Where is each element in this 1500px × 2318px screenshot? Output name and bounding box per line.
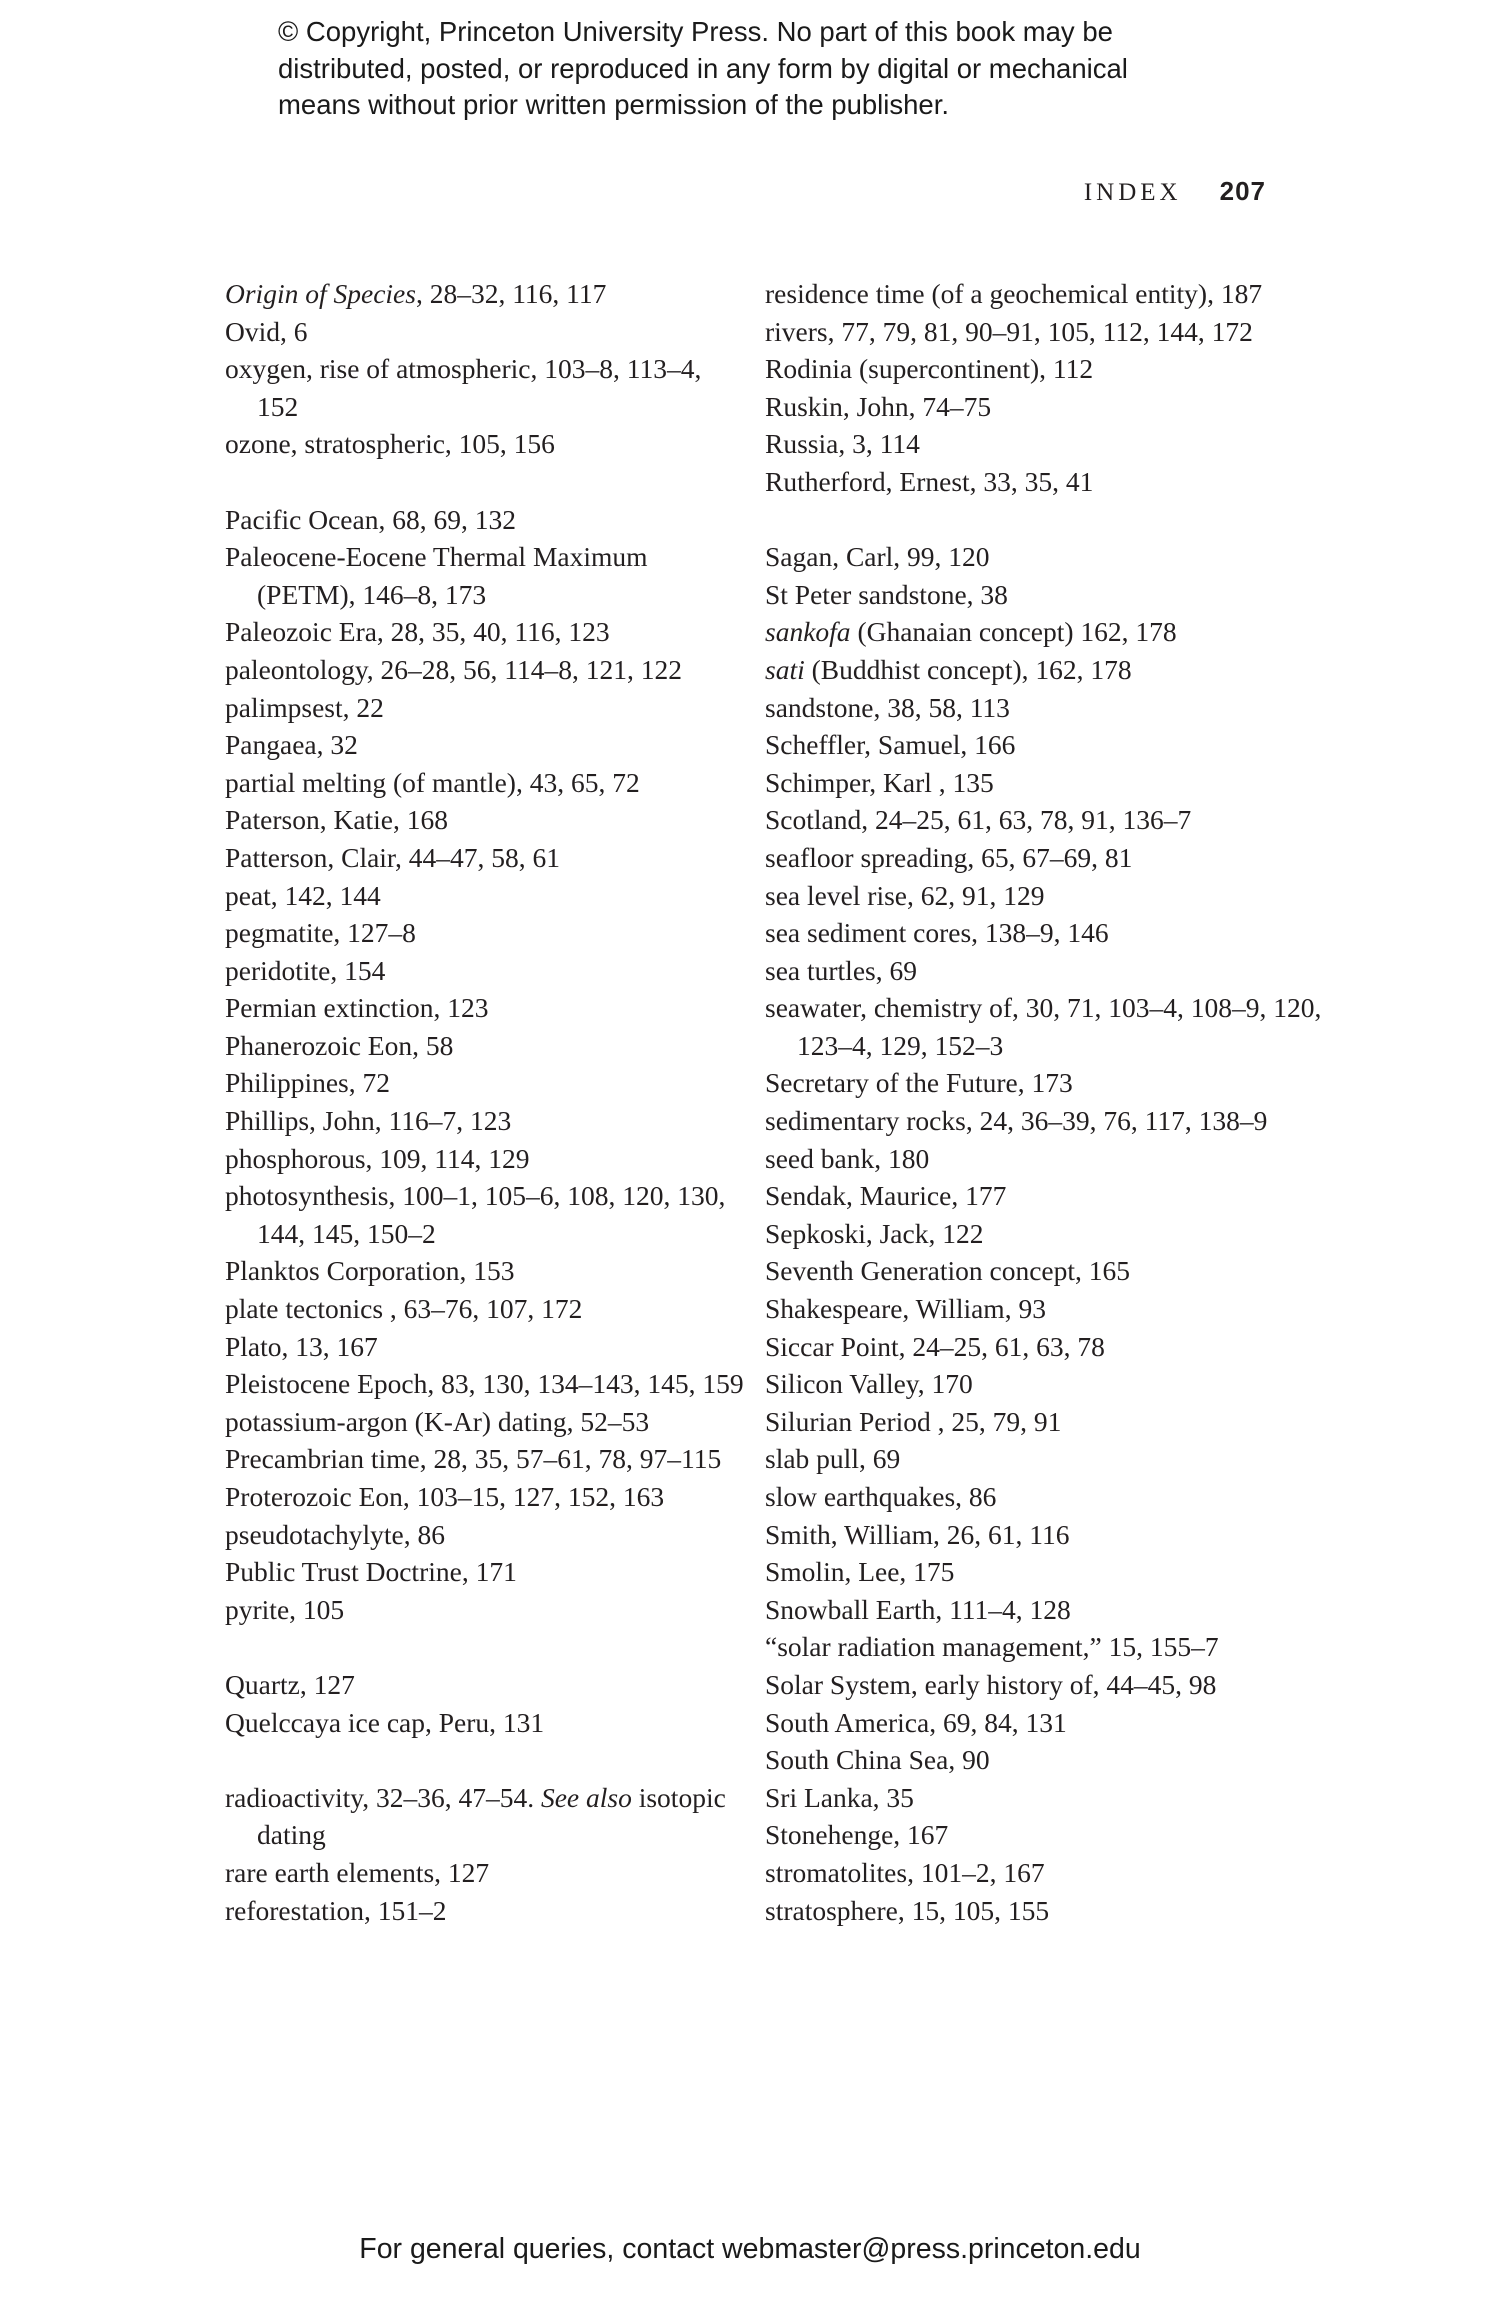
index-entry-pyrite	[225, 1591, 745, 1629]
index-entry-stratosphere	[765, 1892, 1345, 1930]
entry-text: (Ghanaian concept) 162, 178	[850, 616, 1177, 648]
index-entry-silurian	[765, 1403, 1345, 1441]
entry-text: Phanerozoic Eon, 58	[225, 1029, 454, 1061]
entry-text: Silurian Period , 25, 79, 91	[765, 1405, 1062, 1437]
entry-text: Snowball Earth, 111–4, 128	[765, 1593, 1071, 1625]
index-entry-planktos	[225, 1252, 745, 1290]
index-entry-patterson-clair	[225, 839, 745, 877]
entry-text: seawater, chemistry of, 30, 71, 103–4, 108–9, 120, 123–4, 129, 152–3	[765, 992, 1322, 1061]
index-entry-sandstone	[765, 689, 1345, 727]
index-entry-philippines	[225, 1064, 745, 1102]
index-entry-russia	[765, 425, 1345, 463]
index-entry-scotland	[765, 801, 1345, 839]
entry-text: Russia, 3, 114	[765, 428, 920, 460]
entry-text: Smith, William, 26, 61, 116	[765, 1518, 1070, 1550]
entry-text: peat, 142, 144	[225, 879, 381, 911]
entry-text: Stonehenge, 167	[765, 1819, 949, 1851]
index-entry-paleontology	[225, 651, 745, 689]
index-entry-phosphorous	[225, 1140, 745, 1178]
index-entry-paleozoic-era	[225, 613, 745, 651]
index-entry-quartz	[225, 1666, 745, 1704]
entry-text: sea level rise, 62, 91, 129	[765, 879, 1045, 911]
index-entry-residence-time	[765, 275, 1345, 313]
index-entry-public-trust	[225, 1553, 745, 1591]
entry-text: pegmatite, 127–8	[225, 917, 416, 949]
copyright-line: © Copyright, Princeton University Press. No part of this book may be	[278, 16, 1113, 47]
entry-italic-text: Origin of Species	[225, 278, 416, 309]
index-entry-pegmatite	[225, 914, 745, 952]
index-entry-photosynthesis	[225, 1177, 745, 1252]
index-entry-paterson-katie	[225, 801, 745, 839]
index-entry-sankofa	[765, 613, 1345, 651]
entry-text: stromatolites, 101–2, 167	[765, 1856, 1045, 1888]
index-entry-silicon-valley	[765, 1365, 1345, 1403]
index-entry-secretary-future	[765, 1064, 1345, 1102]
index-entry-plate-tectonics	[225, 1290, 745, 1328]
entry-text: South America, 69, 84, 131	[765, 1706, 1067, 1738]
index-entry-reforestation	[225, 1892, 745, 1930]
index-entry-slab-pull	[765, 1440, 1345, 1478]
index-entry-sea-turtles	[765, 952, 1345, 990]
index-entry-peridotite	[225, 952, 745, 990]
index-entry-smolin	[765, 1553, 1345, 1591]
index-entry-slow-earthquakes	[765, 1478, 1345, 1516]
entry-text: Permian extinction, 123	[225, 992, 489, 1024]
entry-text: radioactivity, 32–36, 47–54.	[225, 1781, 541, 1813]
entry-text: Siccar Point, 24–25, 61, 63, 78	[765, 1330, 1105, 1362]
entry-text: palimpsest, 22	[225, 691, 384, 723]
entry-text: Paleozoic Era, 28, 35, 40, 116, 123	[225, 616, 610, 648]
entry-text: Sendak, Maurice, 177	[765, 1180, 1007, 1212]
entry-text: Rutherford, Ernest, 33, 35, 41	[765, 465, 1094, 497]
entry-text: Philippines, 72	[225, 1067, 391, 1099]
entry-text: rivers, 77, 79, 81, 90–91, 105, 112, 144, 172	[765, 315, 1253, 347]
section-label: INDEX	[1083, 179, 1182, 206]
index-entry-seed-bank	[765, 1140, 1345, 1178]
entry-text: reforestation, 151–2	[225, 1894, 447, 1926]
copyright-line: means without prior written permission of the publisher.	[278, 89, 950, 120]
index-entry-snowball-earth	[765, 1591, 1345, 1629]
entry-text: Scotland, 24–25, 61, 63, 78, 91, 136–7	[765, 804, 1192, 836]
entry-text: “solar radiation management,” 15, 155–7	[765, 1631, 1219, 1663]
index-entry-rodinia	[765, 350, 1345, 388]
entry-text: Ovid, 6	[225, 315, 308, 347]
entry-text: photosynthesis, 100–1, 105–6, 108, 120, 130, 144, 145, 150–2	[225, 1180, 726, 1249]
index-entry-phanerozoic-eon	[225, 1027, 745, 1065]
entry-text: Plato, 13, 167	[225, 1330, 378, 1362]
index-entry-rivers	[765, 313, 1345, 351]
entry-text: , 28–32, 116, 117	[415, 278, 607, 309]
index-entry-rare-earth	[225, 1854, 745, 1892]
entry-text: Pacific Ocean, 68, 69, 132	[225, 503, 516, 535]
index-entry-south-america	[765, 1704, 1345, 1742]
entry-text: phosphorous, 109, 114, 129	[225, 1142, 530, 1174]
index-column-right	[765, 275, 1345, 1929]
running-head	[1084, 176, 1266, 208]
entry-text: seed bank, 180	[765, 1142, 930, 1174]
entry-text: Seventh Generation concept, 165	[765, 1255, 1131, 1287]
entry-text: Schimper, Karl , 135	[765, 766, 994, 798]
index-entry-sagan-carl	[765, 538, 1345, 576]
index-entry-radioactivity	[225, 1779, 745, 1854]
index-entry-oxygen	[225, 350, 745, 425]
entry-text: Quelccaya ice cap, Peru, 131	[225, 1706, 545, 1738]
index-entry-sati	[765, 651, 1345, 689]
entry-text: Ruskin, John, 74–75	[765, 390, 992, 422]
index-entry-solar-radiation	[765, 1628, 1345, 1666]
entry-text: Rodinia (supercontinent), 112	[765, 353, 1094, 385]
entry-text: St Peter sandstone, 38	[765, 578, 1008, 610]
entry-text: Sepkoski, Jack, 122	[765, 1217, 984, 1249]
entry-text: (Buddhist concept), 162, 178	[804, 653, 1132, 685]
entry-text: Planktos Corporation, 153	[225, 1255, 515, 1287]
index-entry-ovid	[225, 313, 745, 351]
entry-text: potassium-argon (K-Ar) dating, 52–53	[225, 1405, 650, 1437]
index-entry-potassium-argon	[225, 1403, 745, 1441]
index-entry-precambrian	[225, 1440, 745, 1478]
index-entry-seventh-generation	[765, 1252, 1345, 1290]
index-entry-sendak	[765, 1177, 1345, 1215]
entry-text: seafloor spreading, 65, 67–69, 81	[765, 841, 1133, 873]
index-entry-stonehenge	[765, 1816, 1345, 1854]
index-entry-south-china-sea	[765, 1741, 1345, 1779]
index-entry-quelccaya	[225, 1704, 745, 1742]
index-entry-shakespeare	[765, 1290, 1345, 1328]
entry-text: Paleocene-Eocene Thermal Maximum (PETM), 146–8, 173	[225, 541, 648, 610]
entry-text: rare earth elements, 127	[225, 1856, 490, 1888]
entry-text: stratosphere, 15, 105, 155	[765, 1894, 1050, 1926]
entry-text: Proterozoic Eon, 103–15, 127, 152, 163	[225, 1481, 665, 1512]
entry-text: oxygen, rise of atmospheric, 103–8, 113–4, 152	[225, 353, 702, 422]
entry-text: Quartz, 127	[225, 1668, 355, 1700]
entry-text: pyrite, 105	[225, 1593, 345, 1625]
index-entry-pangaea	[225, 726, 745, 764]
index-entry-petm	[225, 538, 745, 613]
index-entry-ozone	[225, 425, 745, 463]
entry-text: residence time (of a geochemical entity), 187	[765, 278, 1263, 309]
copyright-notice	[278, 14, 1328, 124]
entry-italic-text: See also	[540, 1781, 632, 1813]
entry-text: Pleistocene Epoch, 83, 130, 134–143, 145, 159	[225, 1368, 744, 1400]
entry-text: isotopic dating	[257, 1781, 726, 1851]
index-entry-stromatolites	[765, 1854, 1345, 1892]
entry-text: Public Trust Doctrine, 171	[225, 1556, 517, 1588]
entry-text: sedimentary rocks, 24, 36–39, 76, 117, 138–9	[765, 1105, 1268, 1137]
entry-text: Smolin, Lee, 175	[765, 1556, 955, 1588]
entry-text: sandstone, 38, 58, 113	[765, 691, 1010, 723]
index-entry-peat	[225, 877, 745, 915]
index-entry-plato	[225, 1328, 745, 1366]
index-entry-rutherford	[765, 463, 1345, 501]
index-entry-schimper	[765, 764, 1345, 802]
index-entry-st-peter-sandstone	[765, 576, 1345, 614]
copyright-line: distributed, posted, or reproduced in any form by digital or mechanical	[278, 52, 1128, 84]
footer-contact: For general queries, contact webmaster@press.princeton.edu	[359, 2233, 1141, 2265]
index-entry-ruskin-john	[765, 388, 1345, 426]
index-entry-pacific-ocean	[225, 501, 745, 539]
entry-text: Pangaea, 32	[225, 729, 358, 761]
entry-text: Silicon Valley, 170	[765, 1368, 973, 1400]
index-entry-permian-extinction	[225, 989, 745, 1027]
index-entry-sri-lanka	[765, 1779, 1345, 1817]
entry-text: Patterson, Clair, 44–47, 58, 61	[225, 841, 560, 873]
entry-italic-text: sati	[765, 653, 805, 685]
entry-text: pseudotachylyte, 86	[225, 1518, 445, 1550]
entry-text: partial melting (of mantle), 43, 65, 72	[225, 766, 640, 798]
index-entry-seawater	[765, 989, 1345, 1064]
page-number: 207	[1219, 176, 1266, 206]
entry-text: Paterson, Katie, 168	[225, 804, 449, 836]
index-entry-sea-sediment-cores	[765, 914, 1345, 952]
entry-text: Secretary of the Future, 173	[765, 1067, 1073, 1099]
entry-text: plate tectonics , 63–76, 107, 172	[225, 1293, 583, 1325]
index-entry-sedimentary-rocks	[765, 1102, 1345, 1140]
index-entry-sepkoski	[765, 1215, 1345, 1253]
entry-text: peridotite, 154	[225, 954, 386, 986]
index-entry-proterozoic	[225, 1478, 745, 1516]
index-entry-sea-level-rise	[765, 877, 1345, 915]
entry-text: paleontology, 26–28, 56, 114–8, 121, 122	[225, 653, 683, 685]
index-entry-siccar-point	[765, 1328, 1345, 1366]
index-entry-origin-of-species	[225, 275, 745, 313]
index-entry-pseudotachylyte	[225, 1516, 745, 1554]
entry-text: Scheffler, Samuel, 166	[765, 729, 1016, 761]
index-entry-solar-system	[765, 1666, 1345, 1704]
entry-text: ozone, stratospheric, 105, 156	[225, 428, 555, 460]
index-column-left	[225, 275, 745, 1929]
index-entry-scheffler	[765, 726, 1345, 764]
entry-text: sea sediment cores, 138–9, 146	[765, 917, 1109, 949]
entry-text: Sri Lanka, 35	[765, 1781, 914, 1813]
entry-italic-text: sankofa	[765, 616, 851, 648]
index-entry-partial-melting	[225, 764, 745, 802]
entry-text: Shakespeare, William, 93	[765, 1293, 1046, 1325]
index-entry-phillips-john	[225, 1102, 745, 1140]
index-entry-smith-william	[765, 1516, 1345, 1554]
index-entry-palimpsest	[225, 689, 745, 727]
index-entry-seafloor-spreading	[765, 839, 1345, 877]
entry-text: slab pull, 69	[765, 1443, 901, 1475]
entry-text: Sagan, Carl, 99, 120	[765, 541, 990, 573]
entry-text: sea turtles, 69	[765, 954, 917, 986]
index-entry-pleistocene	[225, 1365, 745, 1403]
entry-text: South China Sea, 90	[765, 1744, 990, 1776]
entry-text: Precambrian time, 28, 35, 57–61, 78, 97–115	[225, 1443, 722, 1475]
entry-text: Solar System, early history of, 44–45, 98	[765, 1668, 1217, 1700]
entry-text: Phillips, John, 116–7, 123	[225, 1105, 512, 1137]
entry-text: slow earthquakes, 86	[765, 1481, 997, 1512]
